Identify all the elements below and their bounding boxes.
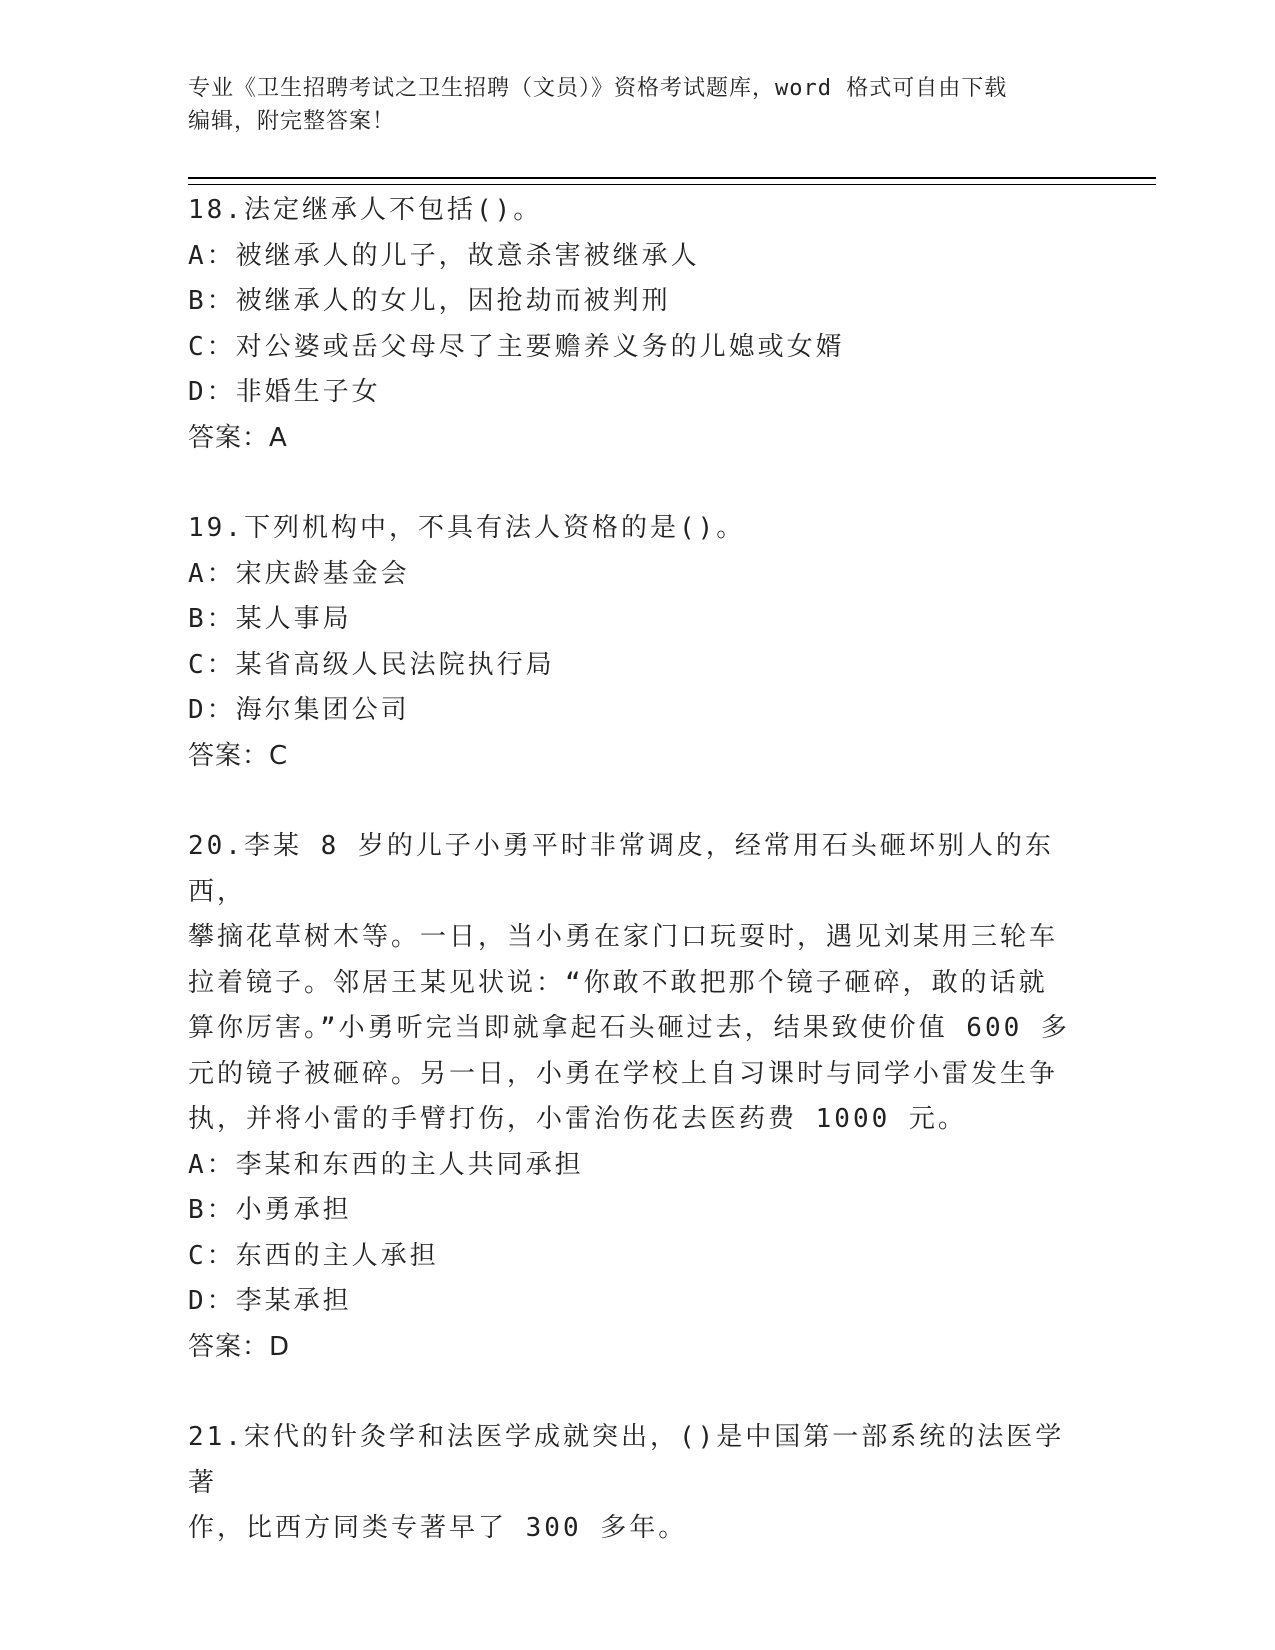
question-stem-line: 21.宋代的针灸学和法医学成就突出，()是中国第一部系统的法医学著: [188, 1422, 1065, 1498]
question-stem-line: 作，比西方同类专著早了 300 多年。: [188, 1513, 688, 1543]
header-divider-thin: [188, 184, 1156, 185]
option-b: B：小勇承担: [188, 1195, 352, 1225]
option-c: C：东西的主人承担: [188, 1240, 439, 1271]
header-divider-thick: [188, 177, 1156, 179]
header-line-1: 专业《卫生招聘考试之卫生招聘（文员）》资格考试题库，word 格式可自由下载: [188, 76, 1008, 101]
question-18: [188, 188, 1088, 461]
option-a: A：宋庆龄基金会: [188, 558, 410, 589]
option-b: B：被继承人的女儿，因抢劫而被判刑: [188, 286, 671, 316]
question-list: [188, 188, 1088, 1597]
option-a: A：李某和东西的主人共同承担: [188, 1149, 584, 1180]
option-d: D：非婚生子女: [188, 377, 381, 407]
question-20: [188, 824, 1088, 1370]
question-stem-line: 攀摘花草树木等。一日，当小勇在家门口玩耍时，遇见刘某用三轮车: [188, 922, 1059, 952]
question-stem-line: 拉着镜子。邻居王某见状说：“你敢不敢把那个镜子砸碎，敢的话就: [188, 967, 1048, 998]
option-c: C：某省高级人民法院执行局: [188, 649, 555, 680]
answer: 答案：C: [188, 740, 289, 771]
question-stem: 19.下列机构中，不具有法人资格的是()。: [188, 513, 746, 543]
question-stem: 18.法定继承人不包括()。: [188, 195, 543, 225]
question-stem-line: 20.李某 8 岁的儿子小勇平时非常调皮，经常用石头砸坏别人的东西，: [188, 831, 1054, 907]
question-21: [188, 1415, 1088, 1552]
answer: 答案：A: [188, 422, 288, 453]
option-c: C：对公婆或岳父母尽了主要赡养义务的儿媳或女婿: [188, 331, 845, 362]
question-stem-line: 算你厉害。”小勇听完当即就拿起石头砸过去，结果致使价值 600 多: [188, 1013, 1070, 1043]
option-b: B：某人事局: [188, 604, 352, 634]
header-line-2: 编辑，附完整答案！: [188, 109, 396, 134]
question-stem-line: 执，并将小雷的手臂打伤，小雷治伤花去医药费 1000 元。: [188, 1104, 967, 1134]
option-d: D：李某承担: [188, 1286, 352, 1316]
option-d: D：海尔集团公司: [188, 695, 410, 725]
document-header: [188, 72, 1088, 138]
option-a: A：被继承人的儿子，故意杀害被继承人: [188, 240, 700, 271]
answer: 答案：D: [188, 1331, 291, 1362]
question-19: [188, 506, 1088, 779]
question-stem-line: 元的镜子被砸碎。另一日，小勇在学校上自习课时与同学小雷发生争: [188, 1058, 1059, 1089]
